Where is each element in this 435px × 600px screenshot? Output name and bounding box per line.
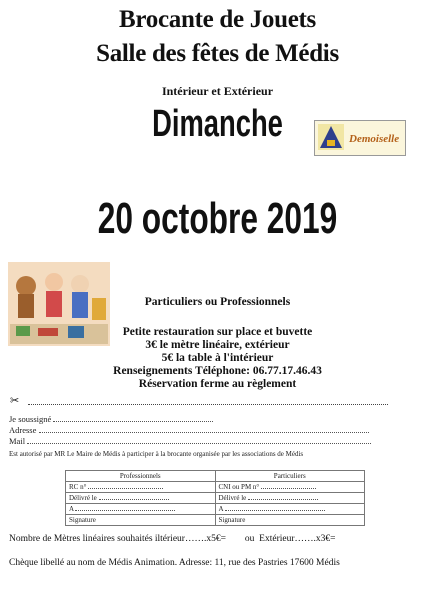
info-line: Réservation ferme au règlement xyxy=(138,378,297,390)
je-soussigne-label: Je soussigné xyxy=(9,414,52,424)
pro-signature-field[interactable]: Signature xyxy=(66,515,216,526)
form-row-mail xyxy=(9,436,429,447)
meters-line: Nombre de Mètres linéaires souhaités iltérieur…….x5€= ou Extérieur…….x3€= xyxy=(9,534,336,544)
authorization-text: Est autorisé par MR Le Maire de Médis à participer à la brocante organisée par les associations de Médis xyxy=(9,450,304,458)
association-logo xyxy=(314,120,406,156)
subtitle: Intérieur et Extérieur xyxy=(161,84,274,98)
id-table xyxy=(65,470,365,526)
form-row-name xyxy=(9,414,429,425)
title-line-1: Brocante de Jouets xyxy=(119,6,316,33)
adresse-label: Adresse xyxy=(9,425,37,435)
header-particuliers: Particuliers xyxy=(215,471,365,482)
info-line: Petite restauration sur place et buvette xyxy=(122,326,313,338)
date-heading: 20 octobre 2019 xyxy=(97,194,338,243)
pro-rc-field[interactable]: RC n° xyxy=(66,482,216,493)
part-delivre-field[interactable]: Délivré le xyxy=(215,493,365,504)
info-line: 3€ le mètre linéaire, extérieur xyxy=(145,339,290,351)
cut-line xyxy=(28,404,388,405)
part-a-field[interactable]: A xyxy=(215,504,365,515)
logo-mark-icon xyxy=(318,124,344,150)
pro-a-field[interactable]: A xyxy=(66,504,216,515)
info-line: 5€ la table à l'intérieur xyxy=(161,352,274,364)
day-heading: Dimanche xyxy=(152,103,283,145)
header-professionnels: Professionnels xyxy=(66,471,216,482)
address-field[interactable] xyxy=(39,432,369,433)
scissors-icon: ✂ xyxy=(10,395,20,407)
title-line-2: Salle des fêtes de Médis xyxy=(96,40,339,67)
name-field[interactable] xyxy=(53,421,213,422)
info-block xyxy=(0,326,435,391)
audience-line: Particuliers ou Professionnels xyxy=(144,296,291,308)
registration-form xyxy=(9,414,429,460)
form-row-address xyxy=(9,425,429,436)
part-signature-field[interactable]: Signature xyxy=(215,515,365,526)
pro-delivre-field[interactable]: Délivré le xyxy=(66,493,216,504)
part-cni-field[interactable]: CNI ou PM n° xyxy=(215,482,365,493)
mail-field[interactable] xyxy=(27,443,371,444)
logo-text: Demoiselle xyxy=(349,133,400,145)
cheque-line: Chèque libellé au nom de Médis Animation. Adresse: 11, rue des Pastries 17600 Médis xyxy=(9,558,340,568)
mail-label: Mail xyxy=(9,436,26,446)
info-line: Renseignements Téléphone: 06.77.17.46.43 xyxy=(113,365,322,377)
